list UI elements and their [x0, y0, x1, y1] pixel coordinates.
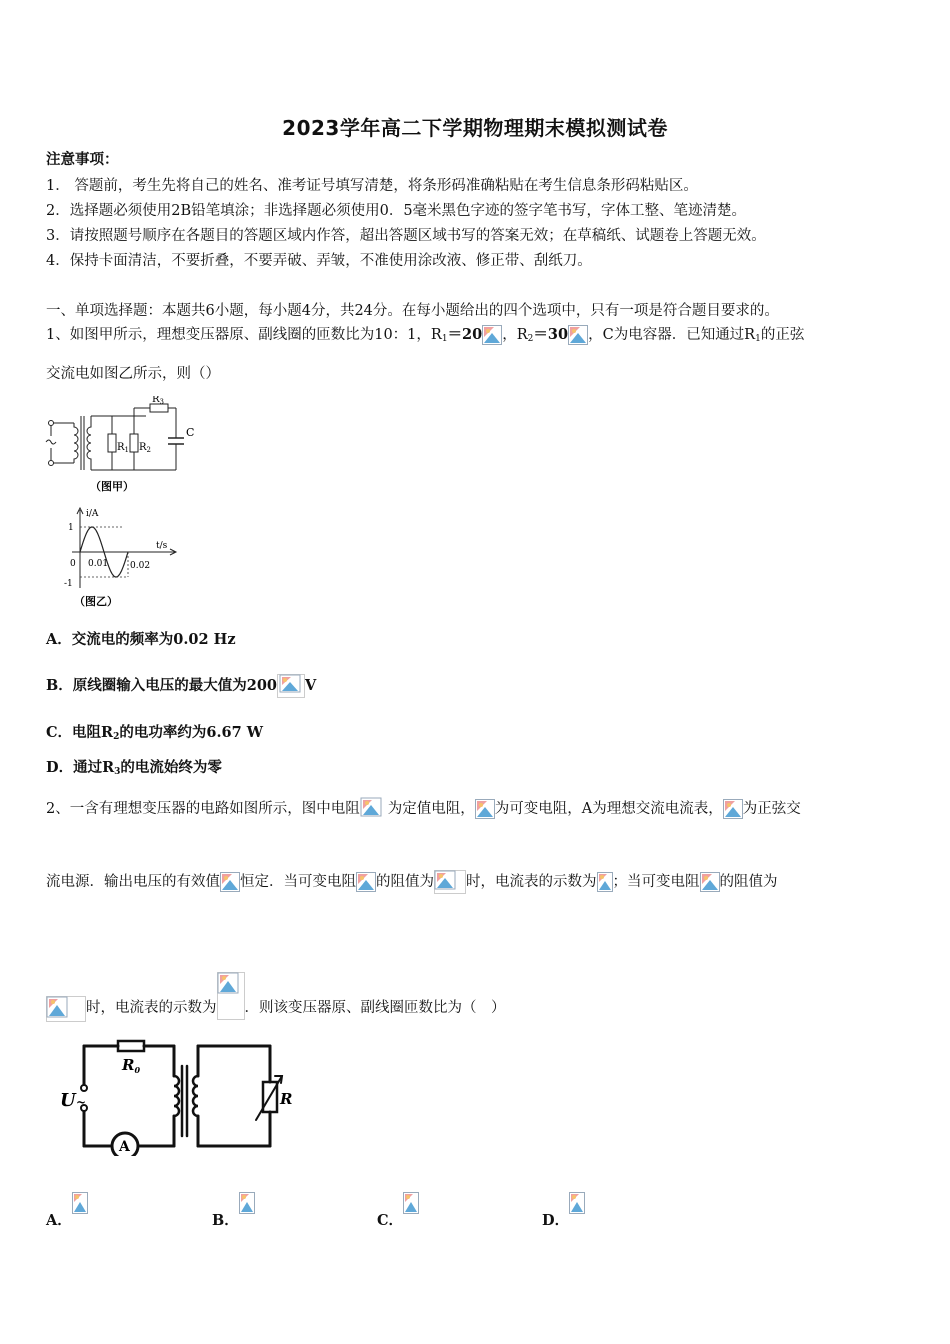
notice-item: 2．选择题必须使用2B铅笔填涂；非选择题必须使用0．5毫米黑色字迹的签字笔书写，字体工整、笔迹清楚。 — [46, 203, 747, 219]
image-placeholder-icon — [568, 325, 588, 345]
option-text: 的电功率约为6.67 W — [119, 724, 264, 741]
option-text: 的电流始终为零 — [120, 759, 222, 776]
image-placeholder-icon — [403, 1192, 419, 1214]
q2-option-c — [377, 1192, 419, 1231]
q1-text: ＝20 — [447, 326, 483, 343]
section-heading: 一、单项选择题：本题共6小题，每小题4分，共24分。在每小题给出的四个选项中，只有一项是符合题目要求的。 — [46, 303, 779, 319]
image-placeholder-icon — [46, 996, 86, 1020]
q2-text: 时，电流表的示数为 — [466, 874, 597, 890]
q1-text: 的正弦 — [760, 327, 805, 343]
q2-stem-line1 — [46, 797, 801, 821]
image-placeholder-icon — [475, 799, 495, 819]
q2-stem-line3 — [46, 972, 506, 1020]
q2-option-d — [542, 1192, 585, 1231]
option-b — [46, 674, 316, 698]
option-text: C．电阻R — [46, 724, 114, 741]
image-placeholder-icon — [597, 872, 613, 892]
image-placeholder-icon — [482, 325, 502, 345]
x-axis-label: t/s — [156, 541, 168, 551]
label-r2: $R_2$ — [139, 442, 151, 454]
image-placeholder-icon — [239, 1192, 255, 1214]
option-text: V — [305, 677, 317, 694]
q2-text: 的阻值为 — [719, 874, 778, 890]
q2-stem-line2 — [46, 870, 778, 894]
q2-text: 为定值电阻， — [387, 801, 475, 817]
image-placeholder-icon — [434, 870, 462, 894]
option-text: B．原线圈输入电压的最大值为200 — [46, 677, 278, 694]
subscript: 3 — [114, 767, 121, 777]
q1-text: ，R — [502, 327, 528, 343]
image-placeholder-icon — [217, 972, 245, 1020]
q2-text: 为可变电阻，A为理想交流电流表， — [494, 801, 723, 817]
q2-text: 流电源．输出电压的有效值 — [46, 874, 220, 890]
q2-text: 恒定．当可变电阻 — [240, 874, 356, 890]
image-placeholder-icon — [277, 674, 305, 698]
q1-text: ，C为电容器．已知通过R — [588, 327, 756, 343]
option-text: C． — [377, 1212, 404, 1229]
image-placeholder-icon — [356, 872, 376, 892]
notice-item: 3．请按照题号顺序在各题目的答题区域内作答，超出答题区域书写的答案无效；在草稿纸、试题卷上答题无效。 — [46, 228, 766, 244]
q2-text: 为正弦交 — [742, 801, 801, 817]
q1-stem-line2: 交流电如图乙所示，则（） — [46, 366, 220, 382]
label-ac-symbol: ~ — [76, 1095, 87, 1109]
q2-text: 的阻值为 — [376, 874, 434, 890]
notice-item: 4．保持卡面清洁，不要折叠，不要弄破、弄皱，不准使用涂改液、修正带、刮纸刀。 — [46, 253, 592, 269]
image-placeholder-icon — [700, 872, 720, 892]
subscript: 2 — [527, 334, 534, 344]
label-c: C — [186, 426, 195, 439]
circuit-diagram-jia — [42, 396, 202, 498]
tick-label-y1: 1 — [68, 523, 74, 533]
image-placeholder-icon — [360, 797, 388, 821]
option-d — [46, 758, 222, 782]
subscript: 1 — [755, 334, 761, 344]
figure-caption: （图乙） — [74, 595, 118, 608]
image-placeholder-icon — [72, 1192, 88, 1214]
q1-stem — [46, 325, 804, 349]
tick-label-y0: 0 — [70, 559, 76, 569]
figure-caption: （图甲） — [90, 480, 134, 493]
option-c — [46, 723, 263, 747]
option-text: D． — [542, 1212, 570, 1229]
option-text: D．通过R — [46, 759, 115, 776]
image-placeholder-icon — [569, 1192, 585, 1214]
circuit-diagram-q2 — [58, 1036, 310, 1156]
label-r0: $R_0$ — [122, 1056, 141, 1075]
label-u: U — [60, 1090, 76, 1111]
label-r1: $R_1$ — [117, 442, 129, 454]
q2-text: 2、一含有理想变压器的电路如图所示，图中电阻 — [46, 801, 360, 817]
image-placeholder-icon — [723, 799, 743, 819]
q1-text: ＝30 — [533, 326, 569, 343]
q2-text: ；当可变电阻 — [612, 874, 700, 890]
current-time-chart — [58, 504, 188, 612]
option-a: A．交流电的频率为0.02 Hz — [46, 631, 236, 648]
q2-text: ．则该变压器原、副线圈匝数比为（ ） — [244, 1000, 506, 1016]
subscript: 2 — [113, 732, 120, 742]
notice-item: 1． 答题前，考生先将自己的姓名、准考证号填写清楚，将条形码准确粘贴在考生信息条形码粘贴区。 — [46, 178, 698, 194]
tick-label-ym1: -1 — [64, 579, 73, 589]
q1-text: 1、如图甲所示，理想变压器原、副线圈的匝数比为10：1，R — [46, 327, 442, 343]
tick-label-x1: 0.01 — [88, 559, 109, 569]
subscript: 1 — [441, 334, 448, 344]
q2-option-a — [46, 1192, 88, 1231]
q2-option-b — [212, 1192, 255, 1231]
option-text: B． — [212, 1212, 239, 1229]
notice-heading: 注意事项： — [46, 151, 119, 168]
option-text: A． — [46, 1212, 72, 1229]
q2-text: 时，电流表的示数为 — [86, 1000, 217, 1016]
label-r: R — [280, 1090, 293, 1108]
tick-label-x2: 0.02 — [130, 561, 151, 571]
page-title: 2023学年高二下学期物理期末模拟测试卷 — [282, 116, 668, 140]
image-placeholder-icon — [220, 872, 240, 892]
label-r3: $R_3$ — [152, 396, 164, 406]
y-axis-label: i/A — [86, 509, 99, 519]
label-ammeter: A — [119, 1139, 130, 1155]
